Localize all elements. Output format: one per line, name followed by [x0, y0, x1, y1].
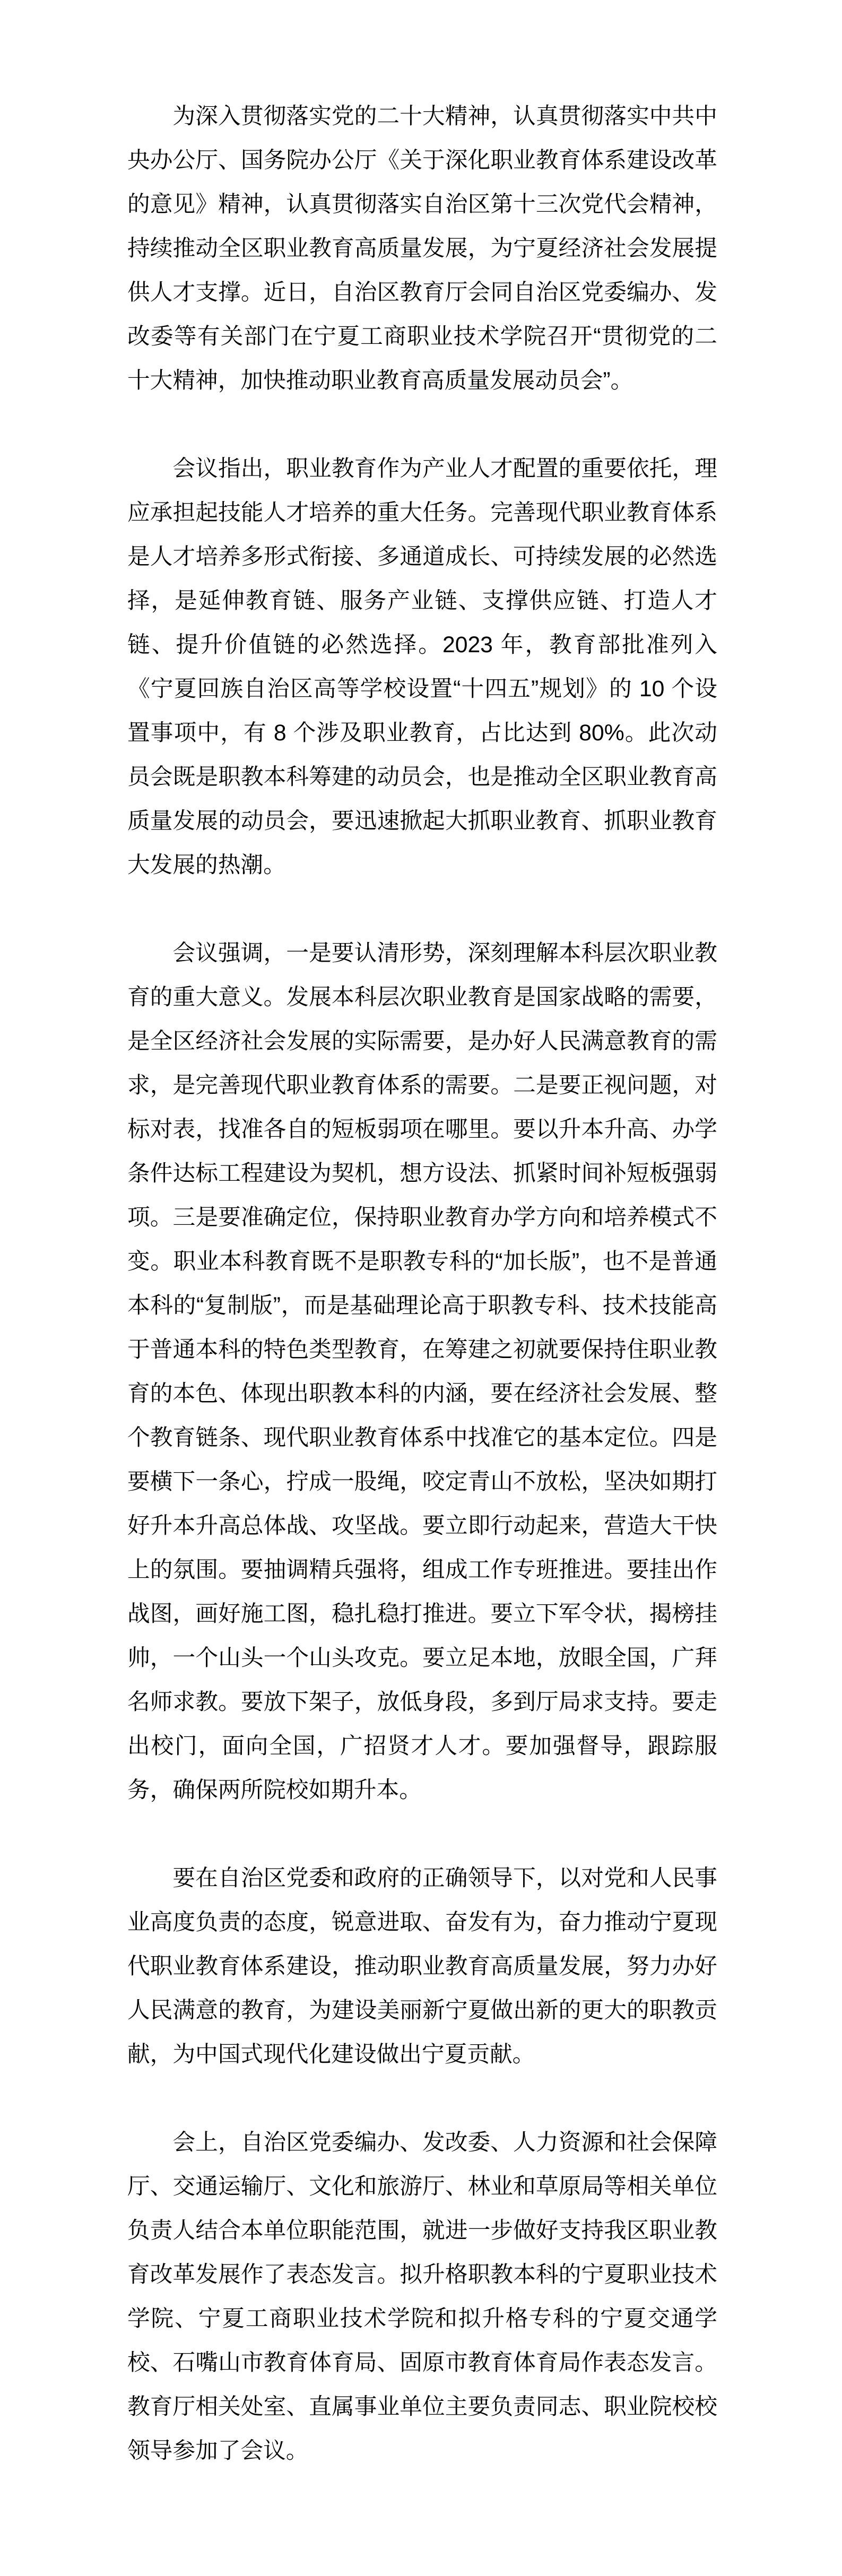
- paragraph-meeting-emphasized: 会议强调，一是要认清形势，深刻理解本科层次职业教育的重大意义。发展本科层次职业教育是国家战略的需要，是全区经济社会发展的实际需要，是办好人民满意教育的需求，是完善现代职业教育体系的需要。二是要正视问题，对标对表，找准各自的短板弱项在哪里。要以升本升高、办学条件达标工程建设为契机，想方设法、抓紧时间补短板强弱项。三是要准确定位，保持职业教育办学方向和培养模式不变。职业本科教育既不是职教专科的“加长版”，也不是普通本科的“复制版”，而是基础理论高于职教专科、技术技能高于普通本科的特色类型教育，在筹建之初就要保持住职业教育的本色、体现出职教本科的内涵，要在经济社会发展、整个教育链条、现代职业教育体系中找准它的基本定位。四是要横下一条心，拧成一股绳，咬定青山不放松，坚决如期打好升本升高总体战、攻坚战。要立即行动起来，营造大干快上的氛围。要抽调精兵强将，组成工作专班推进。要挂出作战图，画好施工图，稳扎稳打推进。要立下军令状，揭榜挂帅，一个山头一个山头攻克。要立足本地，放眼全国，广拜名师求教。要放下架子，放低身段，多到厅局求支持。要走出校门，面向全国，广招贤才人才。要加强督导，跟踪服务，确保两所院校如期升本。: [127, 940, 717, 1803]
- paragraph-meeting-pointed-out: 会议指出，职业教育作为产业人才配置的重要依托，理应承担起技能人才培养的重大任务。完善现代职业教育体系是人才培养多形式衔接、多通道成长、可持续发展的必然选择，是延伸教育链、服务产业链、支撑供应链、打造人才链、提升价值链的必然选择。2023 年，教育部批准列入《宁夏回族自治区高等学校设置“十四五”规划》的 10 个设置事项中，有 8 个涉及职业教育，占比达到 80%。此次动员会既是职教本科筹建的动员会，也是推动全区职业教育高质量发展的动员会，要迅速掀起大抓职业教育、抓职业教育大发展的热潮。: [127, 456, 717, 878]
- paragraph-attendees-statements: 会上，自治区党委编办、发改委、人力资源和社会保障厅、交通运输厅、文化和旅游厅、林业和草原局等相关单位负责人结合本单位职能范围，就进一步做好支持我区职业教育改革发展作了表态发言。拟升格职教本科的宁夏职业技术学院、宁夏工商职业技术学院和拟升格专科的宁夏交通学校、石嘴山市教育体育局、固原市教育体育局作表态发言。教育厅相关处室、直属事业单位主要负责同志、职业院校校领导参加了会议。: [127, 2130, 717, 2463]
- paragraph-intro: 为深入贯彻落实党的二十大精神，认真贯彻落实中共中央办公厅、国务院办公厅《关于深化职业教育体系建设改革的意见》精神，认真贯彻落实自治区第十三次党代会精神，持续推动全区职业教育高质量发展，为宁夏经济社会发展提供人才支撑。近日，自治区教育厅会同自治区党委编办、发改委等有关部门在宁夏工商职业技术学院召开“贯彻党的二十大精神，加快推动职业教育高质量发展动员会”。: [127, 103, 717, 393]
- paragraph-leadership-requirements: 要在自治区党委和政府的正确领导下，以对党和人民事业高度负责的态度，锐意进取、奋发有为，奋力推动宁夏现代职业教育体系建设，推动职业教育高质量发展，努力办好人民满意的教育，为建设美丽新宁夏做出新的更大的职教贡献，为中国式现代化建设做出宁夏贡献。: [127, 1865, 717, 2067]
